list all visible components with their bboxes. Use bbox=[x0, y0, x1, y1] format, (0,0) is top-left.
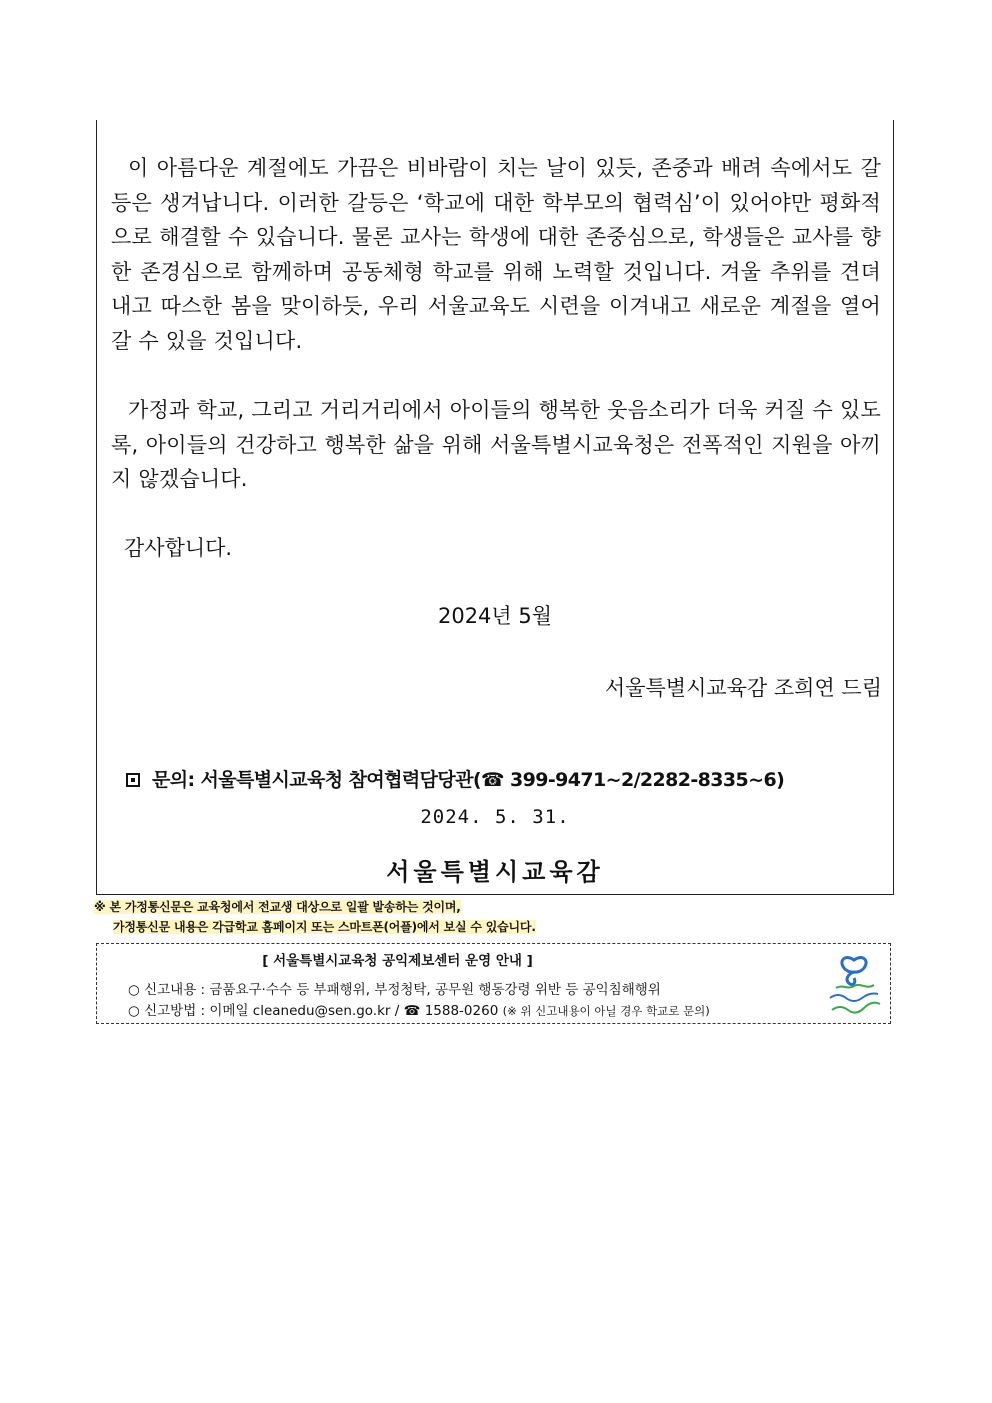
letter-thanks: 감사합니다. bbox=[124, 536, 233, 560]
notice-line-1 bbox=[94, 898, 461, 915]
publication-issuer: 서울특별시교육감 bbox=[386, 858, 604, 886]
info-box-title bbox=[0, 949, 795, 969]
seoul-education-butterfly-logo-icon bbox=[824, 952, 884, 1018]
info-box-line-2-note: (※ 위 신고내용이 아닐 경우 학교로 문의) bbox=[502, 1004, 710, 1018]
square-bullet-icon bbox=[126, 773, 140, 787]
letter-paragraph-1: 이 아름다운 계절에도 가끔은 비바람이 치는 날이 있듯, 존중과 배려 속에서도 갈등은 생겨납니다. 이러한 갈등은 ‘학교에 대한 학부모의 협력심’이 있어야만 평화적으로 해결할 수 있습니다. 물론 교사는 학생에 대한 존중심으로, 학생들은 교사를 향한 존경심으로 함께하며 공동체형 학교를 위해 노력할 것입니다. 겨울 추위를 견뎌내고 따스한 봄을 맞이하듯, 우리 서울교육도 시련을 이겨내고 새로운 계절을 열어갈 수 있을 것입니다. bbox=[111, 156, 881, 353]
letter-paragraph-2: 가정과 학교, 그리고 거리거리에서 아이들의 행복한 웃음소리가 더욱 커질 수 있도록, 아이들의 건강하고 행복한 삶을 위해 서울특별시교육청은 전폭적인 지원을 아끼지 않겠습니다. bbox=[111, 398, 881, 491]
notice-line-2-text: 가정통신문 내용은 각급학교 홈페이지 또는 스마트폰(어플)에서 보실 수 있습니다. bbox=[113, 920, 536, 934]
publication-date: 2024. 5. 31. bbox=[420, 806, 570, 828]
contact-line bbox=[126, 765, 784, 792]
info-box-title-text: [ 서울특별시교육청 공익제보센터 운영 안내 ] bbox=[262, 953, 533, 969]
notice-line-1-text: ※ 본 가정통신문은 교육청에서 전교생 대상으로 일괄 발송하는 것이며, bbox=[94, 900, 461, 914]
letter-signer: 서울특별시교육감 조희연 드림 bbox=[604, 676, 882, 700]
info-box-line-1: ○ 신고내용 : 금품요구·수수 등 부패행위, 부정청탁, 공무원 행동강령 위반 등 공익침해행위 bbox=[128, 982, 661, 998]
letter-date: 2024년 5월 bbox=[437, 604, 553, 628]
info-box-line-2 bbox=[128, 999, 710, 1019]
contact-text: 문의: 서울특별시교육청 참여협력담당관(☎ 399-9471~2/2282-8335~6) bbox=[152, 769, 785, 791]
info-box-line-2-main: ○ 신고방법 : 이메일 cleanedu@sen.go.kr / ☎ 1588-0260 bbox=[128, 1003, 499, 1019]
notice-line-2 bbox=[113, 918, 536, 935]
